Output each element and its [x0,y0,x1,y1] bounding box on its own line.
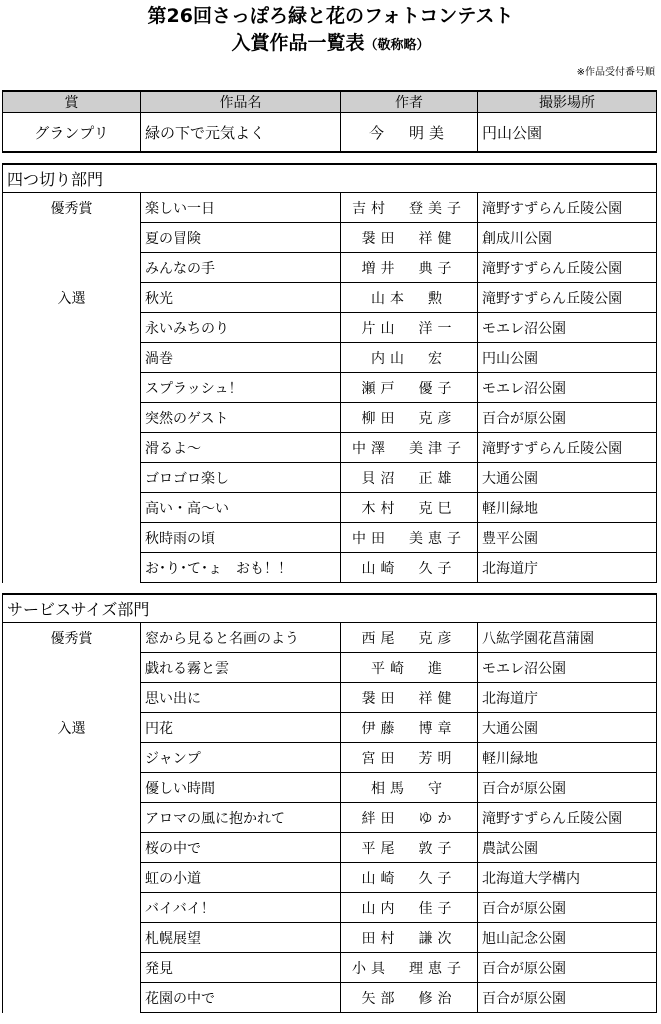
cell-author: 柳田 克彦 [341,403,478,433]
cell-author: 袰田 祥健 [341,683,478,713]
cell-award [3,373,141,403]
cell-title: 優しい時間 [141,773,341,803]
header-author: 作者 [341,91,478,113]
cell-title: 虹の小道 [141,863,341,893]
cell-award [3,983,141,1013]
cell-title: 渦巻 [141,343,341,373]
cell-award [3,343,141,373]
cell-author: 西尾 克彦 [341,623,478,653]
cell-award [3,493,141,523]
cell-place: 農試公園 [478,833,657,863]
cell-award [3,253,141,283]
cell-award [3,683,141,713]
table-header-row [3,91,657,113]
cell-author: 伊藤 博章 [341,713,478,743]
cell-place: 北海道庁 [478,683,657,713]
table-row [3,653,657,683]
cell-title: お･り･て･ょ おも！！ [141,553,341,583]
cell-author: 吉村 登美子 [341,193,478,223]
cell-award [3,433,141,463]
cell-award [3,803,141,833]
section-body-2 [3,623,657,1013]
header-place: 撮影場所 [478,91,657,113]
table-row [3,463,657,493]
subtitle-note: （敬称略） [364,38,430,53]
cell-author: 中澤 美津子 [341,433,478,463]
cell-place: 北海道大学構内 [478,863,657,893]
cell-award [3,833,141,863]
cell-place: 軽川緑地 [478,493,657,523]
cell-title: 秋時雨の頃 [141,523,341,553]
table-row [3,863,657,893]
cell-title: 札幌展望 [141,923,341,953]
cell-place: 北海道庁 [478,553,657,583]
table-row [3,283,657,313]
cell-author: 山崎 久子 [341,553,478,583]
table-row [3,343,657,373]
cell-place: 百合が原公園 [478,983,657,1013]
cell-title: 発見 [141,953,341,983]
cell-award [3,923,141,953]
cell-author: 中田 美恵子 [341,523,478,553]
cell-award [3,653,141,683]
grand-prix-place: 円山公園 [478,113,657,153]
cell-title: 突然のゲスト [141,403,341,433]
table-row [3,623,657,653]
cell-title: 秋光 [141,283,341,313]
cell-place: 大通公園 [478,463,657,493]
cell-title: 窓から見ると名画のよう [141,623,341,653]
cell-author: 木村 克巳 [341,493,478,523]
cell-title: スプラッシュ！ [141,373,341,403]
table-row [3,223,657,253]
cell-place: 創成川公園 [478,223,657,253]
cell-title: 夏の冒険 [141,223,341,253]
cell-title: 桜の中で [141,833,341,863]
table-row [3,313,657,343]
table-row [3,523,657,553]
cell-author: 貝沼 正雄 [341,463,478,493]
section-body-1 [3,193,657,583]
table-row [3,983,657,1013]
cell-author: 山内 佳子 [341,893,478,923]
cell-author: 山崎 久子 [341,863,478,893]
spacer-cell [3,152,657,164]
cell-award: 入選 [3,283,141,313]
cell-author: 平尾 敦子 [341,833,478,863]
grand-prix-row [3,113,657,153]
cell-award [3,403,141,433]
cell-place: 滝野すずらん丘陵公園 [478,193,657,223]
cell-award [3,743,141,773]
cell-author: 矢部 修治 [341,983,478,1013]
spacer-2 [3,583,657,595]
table-row [3,803,657,833]
cell-title: 滑るよ～ [141,433,341,463]
cell-award [3,463,141,493]
cell-author: 瀬戸 優子 [341,373,478,403]
table-row [3,493,657,523]
cell-place: 八紘学園花菖蒲園 [478,623,657,653]
grand-prix-award: グランプリ [3,113,141,153]
cell-place: 円山公園 [478,343,657,373]
cell-title: 戯れる霧と雲 [141,653,341,683]
cell-place: 滝野すずらん丘陵公園 [478,433,657,463]
section-header-row [3,594,657,623]
grand-prix-author: 今 明美 [341,113,478,153]
cell-place: 滝野すずらん丘陵公園 [478,803,657,833]
section-header-row [3,164,657,193]
cell-title: ジャンプ [141,743,341,773]
cell-author: 片山 洋一 [341,313,478,343]
table-row [3,833,657,863]
cell-title: 永いみちのり [141,313,341,343]
cell-award: 入選 [3,713,141,743]
cell-place: 滝野すずらん丘陵公園 [478,253,657,283]
grand-prix-title: 緑の下で元気よく [141,113,341,153]
header-title: 作品名 [141,91,341,113]
spacer-cell [3,583,657,595]
cell-place: 大通公園 [478,713,657,743]
cell-title: バイバイ！ [141,893,341,923]
cell-place: モエレ沼公園 [478,373,657,403]
table-row [3,403,657,433]
cell-title: 思い出に [141,683,341,713]
cell-place: 滝野すずらん丘陵公園 [478,283,657,313]
table-row [3,433,657,463]
table-row [3,193,657,223]
cell-author: 宮田 芳明 [341,743,478,773]
cell-author: 相馬 守 [341,773,478,803]
cell-title: ゴロゴロ楽し [141,463,341,493]
spacer-1 [3,152,657,164]
order-note: ※作品受付番号順 [576,67,655,78]
cell-award [3,553,141,583]
table-row [3,253,657,283]
cell-award [3,523,141,553]
section-name-1: 四つ切り部門 [3,164,657,193]
header-award: 賞 [3,91,141,113]
cell-title: アロマの風に抱かれて [141,803,341,833]
cell-author: 内山 宏 [341,343,478,373]
cell-place: モエレ沼公園 [478,313,657,343]
cell-place: 軽川緑地 [478,743,657,773]
subtitle-text: 入賞作品一覧表 [231,32,365,54]
cell-author: 袰田 祥健 [341,223,478,253]
cell-award: 優秀賞 [3,623,141,653]
cell-title: みんなの手 [141,253,341,283]
cell-place: 百合が原公園 [478,893,657,923]
cell-place: 百合が原公園 [478,953,657,983]
cell-place: 百合が原公園 [478,403,657,433]
table-row [3,553,657,583]
table-row [3,713,657,743]
table-row [3,743,657,773]
table-row [3,373,657,403]
cell-author: 田村 謙次 [341,923,478,953]
cell-author: 小具 理恵子 [341,953,478,983]
cell-award: 優秀賞 [3,193,141,223]
section-name-2: サービスサイズ部門 [3,594,657,623]
cell-title: 楽しい一日 [141,193,341,223]
cell-award [3,953,141,983]
page-title: 第26回さっぽろ緑と花のフォトコンテスト [147,5,514,27]
cell-author: 絆田 ゆか [341,803,478,833]
cell-award [3,863,141,893]
table-row [3,923,657,953]
table-row [3,773,657,803]
cell-place: 百合が原公園 [478,773,657,803]
cell-author: 増井 典子 [341,253,478,283]
cell-title: 円花 [141,713,341,743]
cell-author: 平崎 進 [341,653,478,683]
cell-place: 旭山記念公園 [478,923,657,953]
cell-award [3,893,141,923]
page-subtitle [0,31,661,58]
cell-award [3,313,141,343]
table-row [3,683,657,713]
table-row [3,953,657,983]
cell-title: 高い・高～い [141,493,341,523]
cell-place: モエレ沼公園 [478,653,657,683]
cell-place: 豊平公園 [478,523,657,553]
cell-author: 山本 勲 [341,283,478,313]
cell-award [3,223,141,253]
table-row [3,893,657,923]
awards-table [2,90,657,1013]
cell-award [3,773,141,803]
cell-title: 花園の中で [141,983,341,1013]
